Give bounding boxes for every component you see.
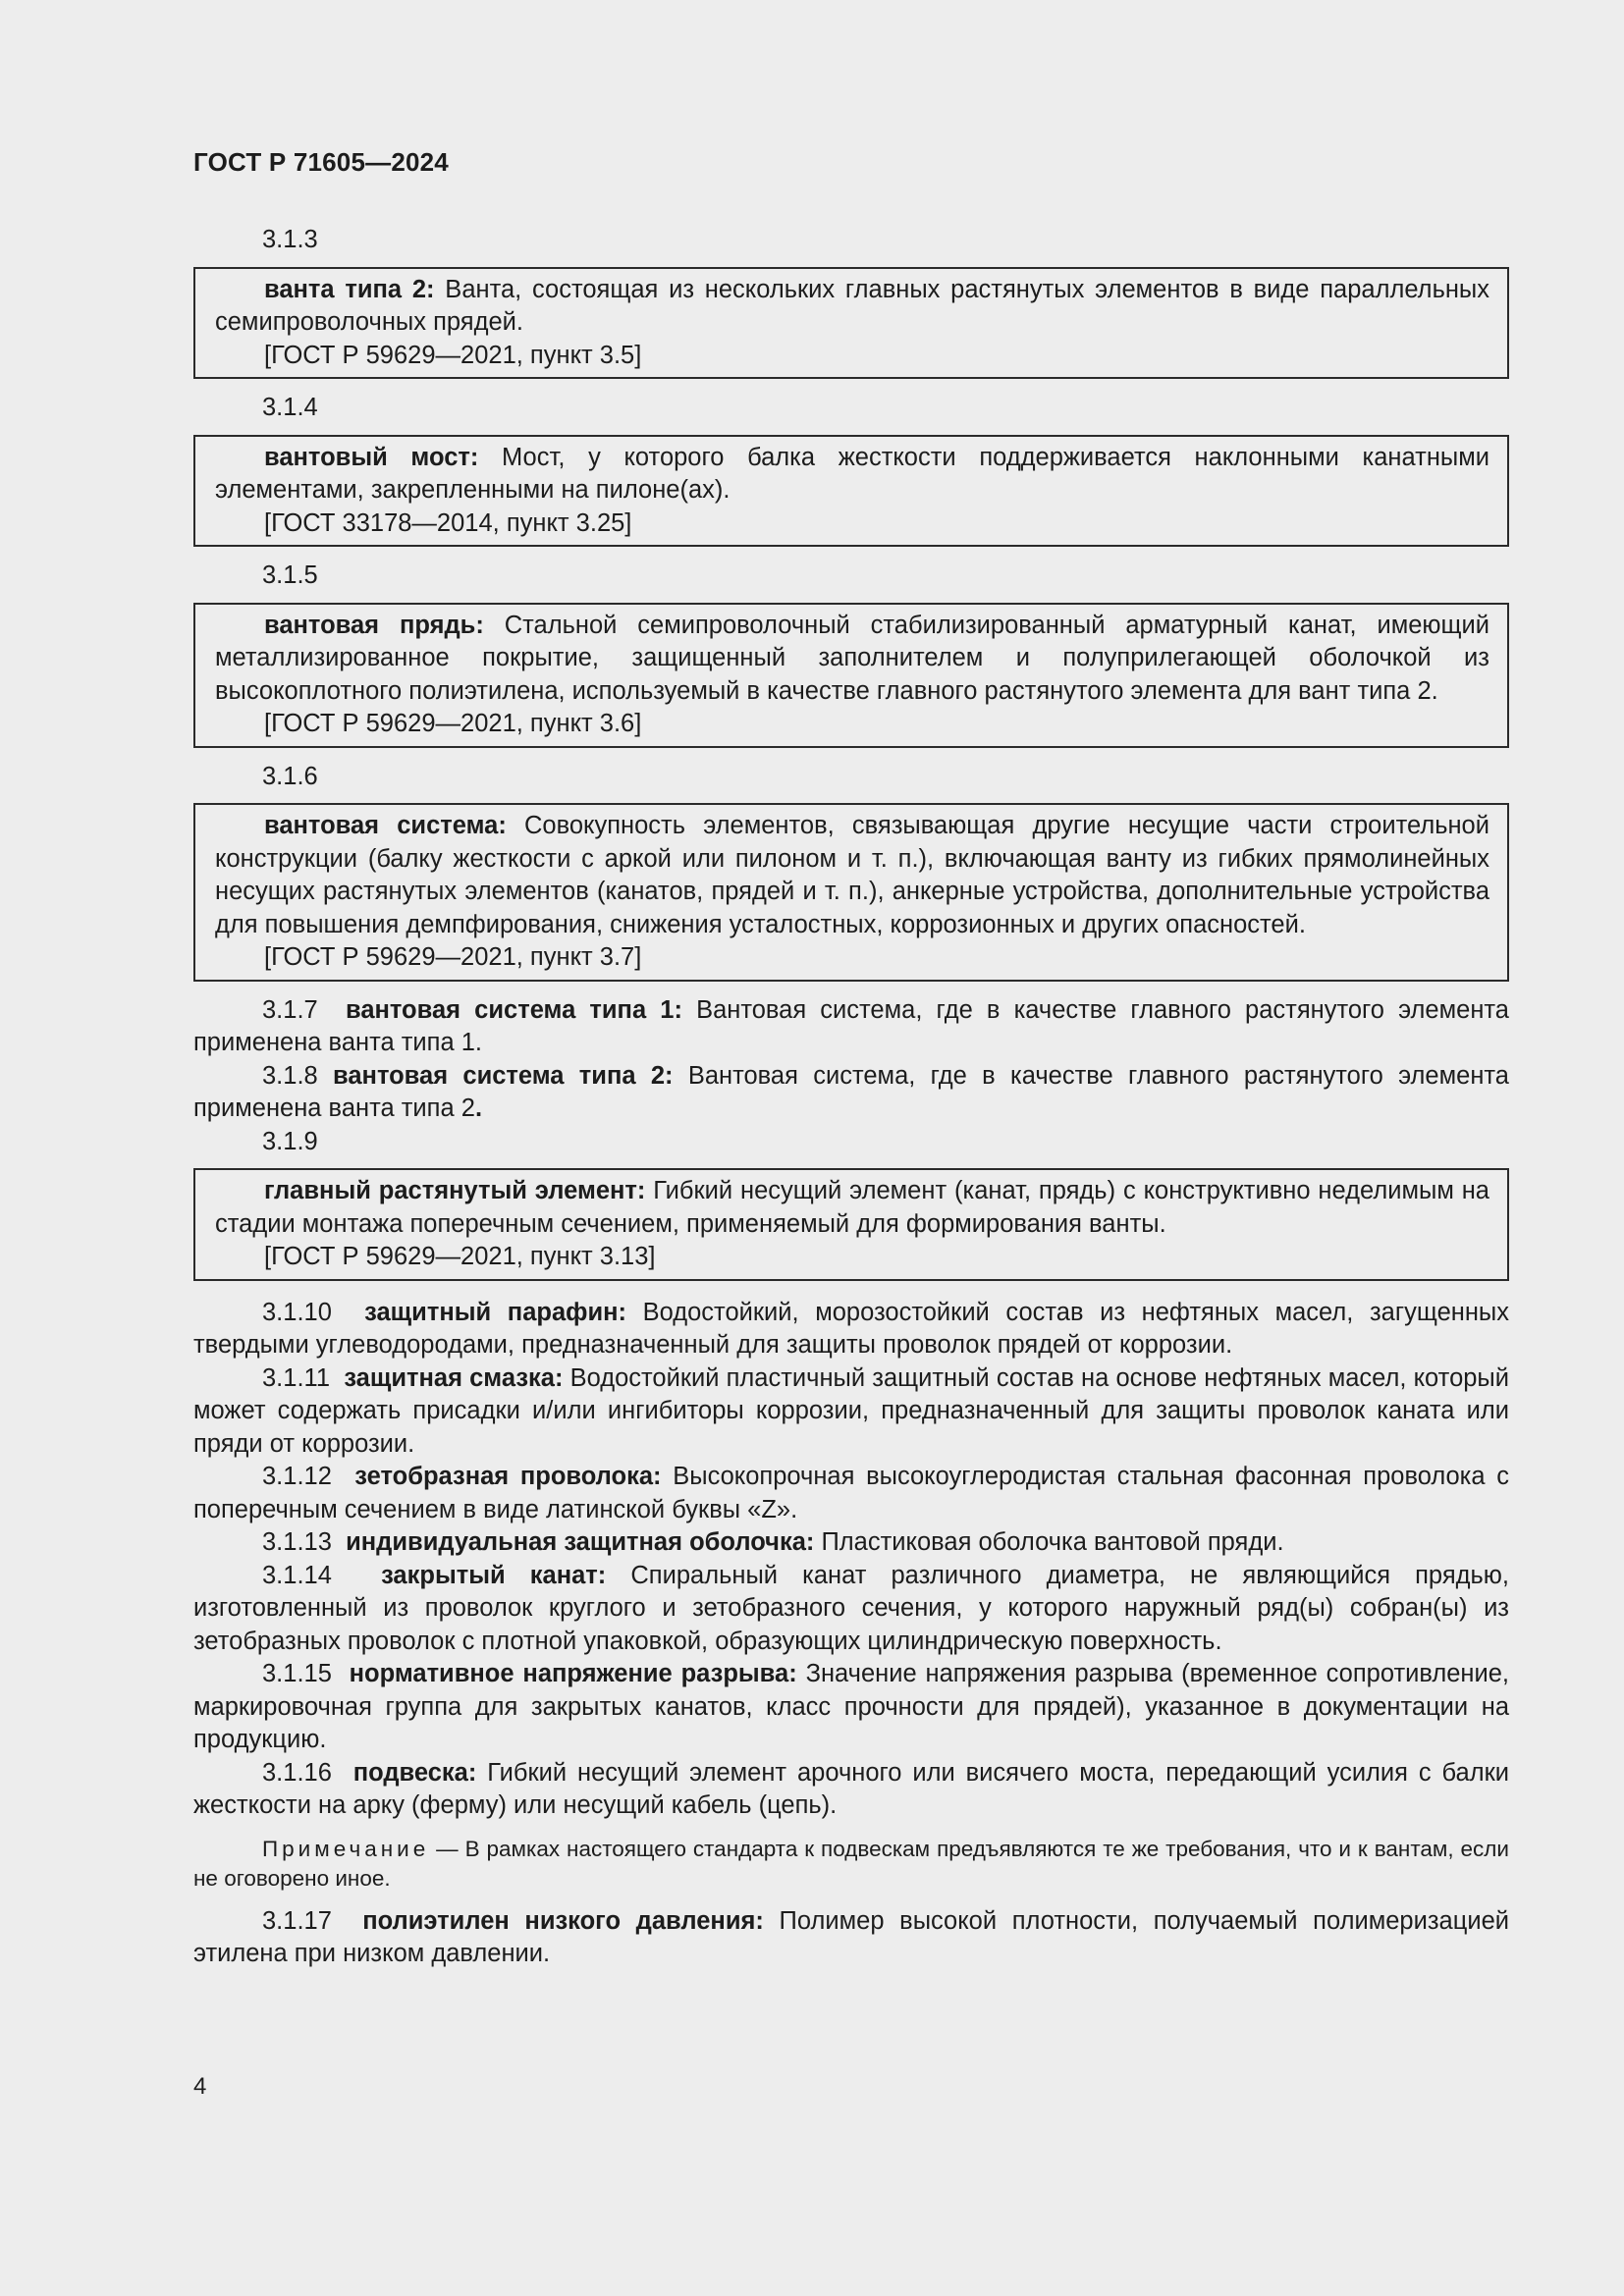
term-text: Вантовая система, где в качестве главного растянутого элемента применена ванта типа 2 — [193, 1061, 1509, 1122]
term-name: вантовая система типа 1: — [345, 995, 682, 1024]
term-number: 3.1.14 — [262, 1561, 332, 1589]
term-text: Пластиковая оболочка вантовой пряди. — [814, 1528, 1284, 1556]
term-text: Высокопрочная высокоуглеродистая стальная фасонная проволока с поперечным сечением в виде латинской буквы «Z». — [193, 1463, 1510, 1523]
term-name: зетобразная проволока: — [354, 1463, 662, 1490]
term-text: Гибкий несущий элемент арочного или висячего моста, передающий усилия с балки жесткости на арку (ферму) или несущий кабель (цепь). — [193, 1758, 1510, 1819]
term-number: 3.1.4 — [262, 394, 318, 421]
note-label: Примечание — [262, 1836, 430, 1861]
term-reference: [ГОСТ Р 59629—2021, пункт 3.13] — [264, 1243, 656, 1270]
term-name: вантовая система типа 2: — [333, 1061, 674, 1090]
term-name: закрытый канат: — [381, 1561, 607, 1589]
term-number: 3.1.11 — [262, 1363, 331, 1392]
term-name: ванта типа 2: — [264, 275, 435, 303]
term-number: 3.1.13 — [262, 1528, 332, 1556]
term-text: Совокупность элементов, связывающая другие несущие части строительной конструкции (балку жесткости с аркой или пилоном и т. п.), включающая ванту из гибких прямолинейных несущих растянутых элементов (канатов, прядей и т. п.), анкерные устройства, дополнительные устройства для повышения демпфирования, снижения усталостных, коррозионных и других опасностей. — [215, 812, 1489, 938]
term-number: 3.1.12 — [262, 1463, 332, 1490]
term-paragraph — [193, 1060, 1509, 1126]
page-number: 4 — [193, 2073, 207, 2100]
term-paragraph — [193, 1757, 1509, 1823]
term-definition — [215, 810, 1489, 941]
term-number: 3.1.10 — [262, 1298, 332, 1326]
term-text: Водостойкий, морозостойкий состав из нефтяных масел, загущенных твердыми углеводородами, предназначенный для защиты проволок прядей от коррозии. — [193, 1298, 1509, 1359]
document-body — [193, 224, 1509, 1971]
term-text: Спиральный канат различного диаметра, не являющийся прядью, изготовленный из проволок круглого и зетобразного сечения, у которого наружный ряд(ы) собран(ы) из зетобразных проволок с плотной упаковкой, образующих цилиндрическую поверхность. — [193, 1561, 1509, 1655]
term-paragraph — [193, 1658, 1509, 1757]
term-box — [193, 267, 1509, 380]
term-name: вантовый мост: — [264, 443, 479, 471]
term-text: Водостойкий пластичный защитный состав на основе нефтяных масел, который может содержать присадки и/или ингибиторы коррозии, предназначенный для защиты проволок каната или пряди от коррозии. — [193, 1363, 1510, 1458]
term-number: 3.1.5 — [262, 561, 318, 589]
term-box — [193, 603, 1509, 748]
term-definition — [215, 610, 1489, 709]
term-name: защитный парафин: — [364, 1298, 627, 1326]
term-text: Гибкий несущий элемент (канат, прядь) с конструктивно неделимым на стадии монтажа поперечным сечением, применяемый для формирования ванты. — [215, 1177, 1489, 1238]
term-number: 3.1.6 — [262, 762, 318, 790]
term-name: нормативное напряжение разрыва: — [349, 1660, 797, 1687]
term-text: Полимер высокой плотности, получаемый полимеризацией этилена при низком давлении. — [193, 1906, 1509, 1967]
term-paragraph — [193, 1560, 1509, 1659]
term-definition — [215, 274, 1489, 340]
term-number: 3.1.8 — [262, 1061, 318, 1090]
term-name: вантовая система: — [264, 812, 507, 839]
term-paragraph — [193, 1905, 1509, 1971]
term-reference: [ГОСТ Р 59629—2021, пункт 3.5] — [264, 341, 642, 369]
term-number: 3.1.7 — [262, 995, 318, 1024]
term-number: 3.1.17 — [262, 1906, 332, 1935]
term-paragraph — [193, 994, 1509, 1060]
term-box — [193, 435, 1509, 548]
term-name: защитная смазка: — [344, 1363, 564, 1392]
note-paragraph — [193, 1835, 1509, 1894]
term-paragraph — [193, 1461, 1509, 1526]
term-text: Значение напряжения разрыва (временное сопротивление, маркировочная группа для закрытых канатов, класс прочности для прядей), указанное в документации на продукцию. — [193, 1660, 1509, 1753]
term-text: Ванта, состоящая из нескольких главных растянутых элементов в виде параллельных семипроволочных прядей. — [215, 275, 1490, 336]
term-tail: . — [474, 1095, 483, 1122]
term-box — [193, 1168, 1509, 1281]
term-number: 3.1.3 — [262, 226, 318, 253]
document-header: ГОСТ Р 71605—2024 — [193, 147, 449, 177]
term-name: полиэтилен низкого давления: — [362, 1906, 764, 1935]
term-paragraph — [193, 1362, 1509, 1462]
note-text: — В рамках настоящего стандарта к подвескам предъявляются те же требования, что и к вантам, если не оговорено иное. — [193, 1836, 1509, 1891]
term-number: 3.1.16 — [262, 1758, 332, 1787]
term-box — [193, 803, 1509, 982]
term-reference: [ГОСТ Р 59629—2021, пункт 3.7] — [264, 943, 642, 971]
term-text: Мост, у которого балка жесткости поддерживается наклонными канатными элементами, закрепленными на пилоне(ах). — [215, 443, 1490, 504]
term-definition — [215, 1175, 1489, 1241]
term-paragraph — [193, 1297, 1509, 1362]
term-number: 3.1.9 — [262, 1127, 318, 1155]
term-name: вантовая прядь: — [264, 611, 484, 639]
term-text: Стальной семипроволочный стабилизированный арматурный канат, имеющий металлизированное покрытие, защищенный заполнителем и полуприлегающей оболочкой из высокоплотного полиэтилена, используемый в качестве главного растянутого элемента для вант типа 2. — [215, 611, 1489, 705]
term-number: 3.1.15 — [262, 1660, 332, 1687]
term-definition — [215, 442, 1489, 507]
term-paragraph — [193, 1526, 1509, 1560]
term-name: главный растянутый элемент: — [264, 1177, 646, 1204]
term-name: индивидуальная защитная оболочка: — [346, 1528, 815, 1556]
term-reference: [ГОСТ Р 59629—2021, пункт 3.6] — [264, 710, 642, 737]
term-text: Вантовая система, где в качестве главного растянутого элемента применена ванта типа 1. — [193, 995, 1509, 1056]
term-reference: [ГОСТ 33178—2014, пункт 3.25] — [264, 508, 632, 537]
term-name: подвеска: — [352, 1758, 477, 1787]
